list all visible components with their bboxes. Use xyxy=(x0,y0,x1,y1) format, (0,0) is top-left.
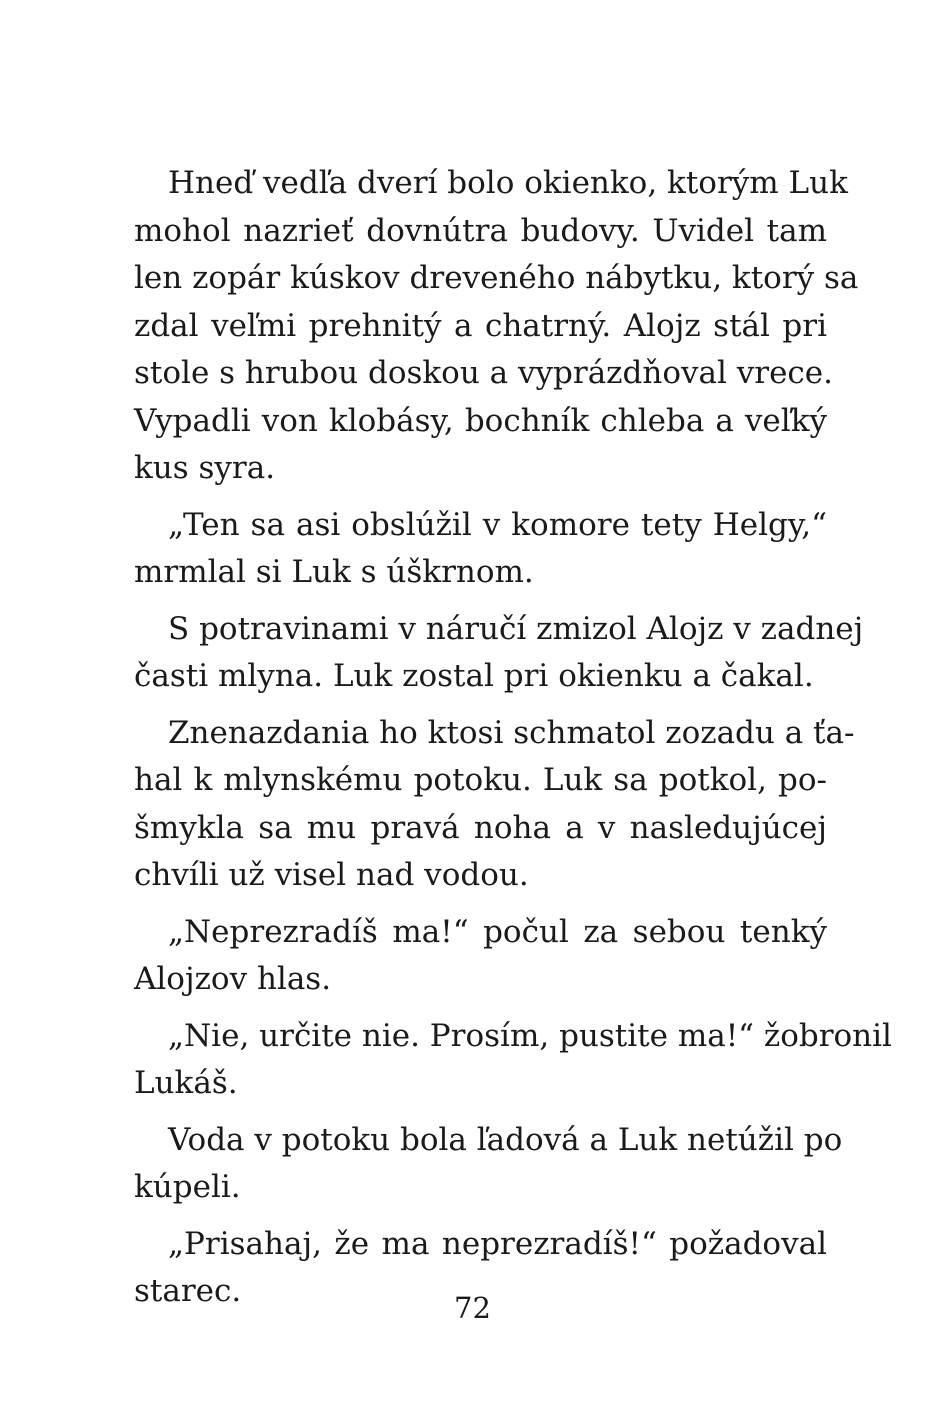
paragraph xyxy=(134,160,859,493)
text-line: „Neprezradíš ma!“ počul za sebou tenký xyxy=(168,913,827,950)
paragraph xyxy=(134,1013,892,1108)
text-line: „Nie, určite nie. Prosím, pustite ma!“ žobronil xyxy=(168,1017,892,1054)
text-line: mohol nazrieť dovnútra budovy. Uvidel tam xyxy=(134,212,827,249)
text-line: „Ten sa asi obslúžil v komore tety Helgy,“ xyxy=(168,506,827,543)
text-line: starec. xyxy=(134,1273,242,1309)
paragraph xyxy=(134,909,827,1004)
text-line: šmykla sa mu pravá noha a v nasledujúcej xyxy=(134,809,827,846)
text-line: Alojzov hlas. xyxy=(134,961,332,997)
text-line: hal k mlynskému potoku. Luk sa potkol, po- xyxy=(134,762,827,798)
paragraph xyxy=(134,1117,843,1212)
page-number: 72 xyxy=(454,1291,491,1325)
text-line: mrmlal si Luk s úškrnom. xyxy=(134,554,534,590)
text-line: S potravinami v náručí zmizol Alojz v zadnej xyxy=(168,610,864,647)
paragraph xyxy=(134,502,827,597)
body-text xyxy=(134,160,892,1325)
text-line: Vypadli von klobásy, bochník chleba a veľký xyxy=(134,402,827,439)
text-line: časti mlyna. Luk zostal pri okienku a čakal. xyxy=(134,658,814,694)
paragraph xyxy=(134,606,864,701)
text-line: „Prisahaj, že ma neprezradíš!“ požadoval xyxy=(168,1225,827,1262)
text-line: Znenazdania ho ktosi schmatol zozadu a ťa- xyxy=(168,714,855,751)
text-line: stole s hrubou doskou a vyprázdňoval vrece. xyxy=(134,355,833,391)
text-line: Hneď vedľa dverí bolo okienko, ktorým Luk xyxy=(168,165,848,201)
text-line: Lukáš. xyxy=(134,1065,238,1101)
paragraph xyxy=(134,710,855,900)
text-line: Voda v potoku bola ľadová a Luk netúžil po xyxy=(168,1121,843,1158)
text-line: len zopár kúskov dreveného nábytku, ktorý sa xyxy=(134,260,859,296)
text-line: kúpeli. xyxy=(134,1169,241,1205)
text-line: kus syra. xyxy=(134,450,276,486)
text-line: chvíli už visel nad vodou. xyxy=(134,857,529,893)
text-line: zdal veľmi prehnitý a chatrný. Alojz stál pri xyxy=(134,307,827,344)
